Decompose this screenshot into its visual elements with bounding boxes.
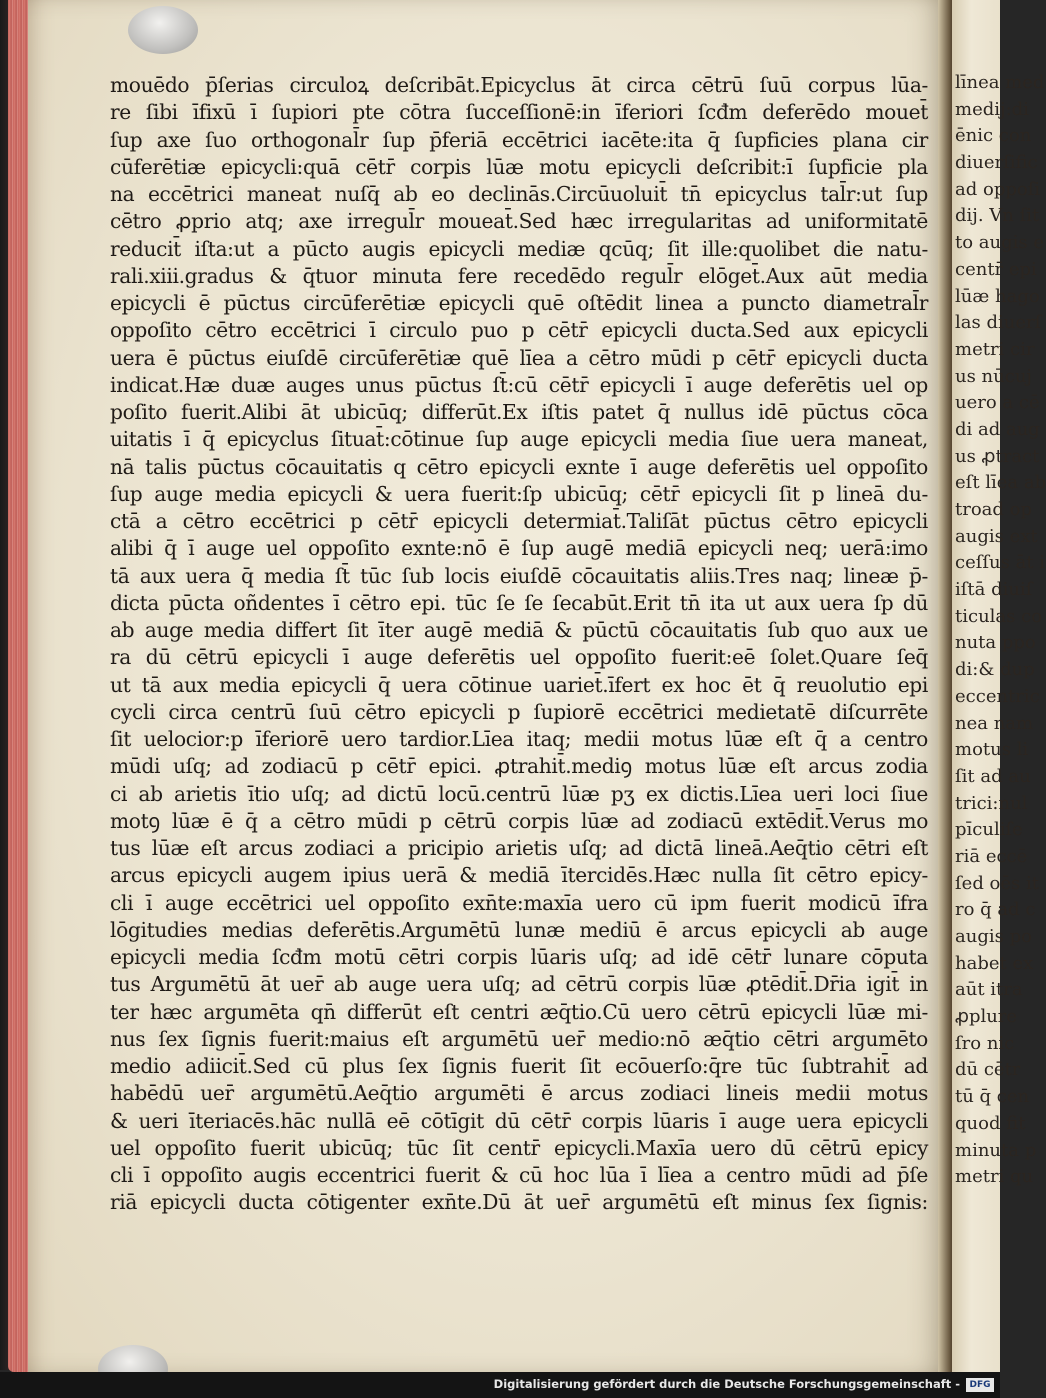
facing-text-line: dij. Vn ſit <box>955 205 1040 227</box>
facing-text-line: tū q̄ cen <box>955 1086 1030 1108</box>
facing-page <box>952 0 1046 1372</box>
facing-text-line: medij:di <box>955 98 1029 120</box>
text-line: cli ī oppoſito augis eccentrici fuerit & cū hoc lūa ī līea a centro mūdi ad p̄ſe <box>110 1163 928 1187</box>
text-line: mouēdo p̄ſerias circuloꝝ deſcribāt.Epicyclus āt circa cētrū ſuū corpus lūa‑ <box>110 73 928 97</box>
text-line: cētro ꝓprio atq; axe irregul̄r moueat̄.Sed hæc irregularitas ad uniformitatē <box>110 209 928 234</box>
facing-text-line: motus li <box>955 739 1029 761</box>
facing-text-line: pīculiſe <box>955 819 1023 841</box>
text-line: ter hæc argumēta qn̄ differūt eſt centri æq̄tio.Cū uero cētrū epicycli lūæ mi‑ <box>110 999 928 1024</box>
text-line: nus ſex ſignis fuerit:maius eſt argumētū uer̄ medio:nō æq̄tio cētri argumēto <box>110 1026 928 1051</box>
text-line: nā talis pūctus cōcauitatis q cētro epicycli exnte ī auge deferētis uel oppoſito <box>110 454 928 479</box>
text-line: epicycli ē pūctus circūferētiæ epicycli quē oſtēdit linea a puncto diametral̄r <box>110 291 928 315</box>
text-line: habēdū uer̄ argumētū.Aeq̄tio argumēti ē arcus zodiaci lineis medii motus <box>110 1081 928 1106</box>
footer-bar <box>0 1372 1000 1398</box>
text-line: epicycli media ſcđm motū cētri corpis lūaris uſq; ad idē cētr̄ lunare cōputa <box>110 945 928 969</box>
text-line: dicta pūcta oñdentes ī cētro epi. tūc ſe ſe ſecabūt.Erit tn̄ ita ut aux uera ſp dū <box>110 590 928 615</box>
facing-text-line: diuerſific <box>955 152 1038 174</box>
facing-text-line: troad op <box>955 499 1033 520</box>
facing-text-line: minuta p <box>955 1139 1037 1161</box>
text-line: cūferētiæ epicycli:quā cētr̄ corpis lūæ motu epicycli deſcribit:ī ſupficie pla <box>110 154 928 179</box>
text-line: arcus epicycli augem ipius uerā & mediā ītercidēs.Hæc nulla ſit cētro epicy‑ <box>110 863 928 888</box>
facing-text-line: las diuerſ <box>955 312 1042 334</box>
text-line: ſup auge media epicycli & uera fuerit:ſp ubicūq; cētr̄ epicycli ſit p lineā du‑ <box>110 481 928 506</box>
text-line: ſup axe ſuo orthogonal̄r ſup p̄feriā eccētrici iacēte:ita q̄ ſupficies plana cir <box>110 127 928 152</box>
text-line: mūdi uſq; ad zodiacū p cētr̄ epici. ꝓtrahit̄.mediꝯ motus lūæ eſt arcus zodia <box>110 754 928 779</box>
facing-text-line: ſed oēs it <box>955 872 1039 894</box>
text-line: ctā a cētro eccētrici p cētr̄ epicycli determiat̄.Taliſāt pūctus cētro epicycli <box>110 509 928 533</box>
facing-text-line: ceſſus āt i <box>955 552 1046 574</box>
text-line: rali.xiii.gradus & q̄tuor minuta fere recedēdo regul̄r elōget̄.Aux aūt media <box>110 263 928 288</box>
top-clip-icon <box>128 6 198 54</box>
facing-text-line: di ad aug <box>955 418 1040 440</box>
facing-text-line: līnea med <box>955 72 1045 93</box>
text-line: reducit̄ iſta:ut a pūcto augis epicycli mediæ qcūq; ſit ille:quolibet die natu‑ <box>110 236 928 261</box>
text-line: uera ē pūctus eiuſdē circūferētiæ quē līea a cētro mūdi p cētr̄ epicycli ducta <box>110 345 928 370</box>
facing-text-line: di:& dup <box>955 659 1035 681</box>
facing-text-line: aūt itra <box>955 979 1023 1001</box>
text-line: ut tā aux media epicycli q̄ uera cōtinue uariet̄.īfert ex hoc ēt q̄ reuolutio epi <box>110 672 928 697</box>
text-line: medio adiicit̄.Sed cū plus ſex ſignis fuerit ſit ecōuerſo:q̄re tūc ſubtrahit̄ ad <box>110 1054 928 1078</box>
facing-text-line: nuta ppo <box>955 632 1036 654</box>
text-line: oppoſito cētro eccētrici ī circulo puo p cētr̄ epicycli ducta.Sed aux epicycli <box>110 318 928 343</box>
facing-text-line: ꝓplure <box>955 1006 1018 1028</box>
facing-text-line: ſro nic <box>955 1032 1015 1054</box>
text-line: cli ī auge eccētrici uel oppoſito exn̄te:maxīa uero cū ipm fuerit modicū īfra <box>110 890 928 915</box>
text-line: poſito fuerit.Alibi āt ubicūq; differūt.Ex iſtis patet q̄ nullus idē pūctus cōca <box>110 400 928 424</box>
facing-text-line: us nūcuj <box>955 365 1032 387</box>
facing-text-line: metri qu <box>955 1166 1034 1188</box>
facing-text-line: uero a cē <box>955 392 1040 414</box>
facing-text-line: lūæ hago <box>955 285 1040 307</box>
facing-text-line: quod fit <box>955 1112 1026 1134</box>
text-line: riā epicycli ducta cōtigenter exn̄te.Dū āt uer̄ argumētū eſt minus ſex ſignis: <box>110 1190 928 1215</box>
facing-text-line: trici:nul <box>955 792 1028 814</box>
funding-note: Digitalisierung gefördert durch die Deutsche Forschungsgemeinschaft - <box>493 1377 960 1391</box>
dfg-logo: DFG <box>966 1378 994 1392</box>
facing-text-line: augis po <box>955 926 1032 947</box>
facing-text-line: ticulas co <box>955 605 1043 627</box>
facing-page-text <box>955 70 1046 1191</box>
text-line: indicat.Hæ duæ auges unus pūctus ſt̄:cū cētr̄ epicycli ī auge deferētis uel op <box>110 372 928 397</box>
facing-text-line: riā eccē <box>955 845 1028 867</box>
text-line: ra dū cētrū epicycli ī auge deferētis uel oppoſito fuerit:eē ſolet.Quare ſeq̄ <box>110 645 928 670</box>
facing-text-line: ſit ad au <box>955 765 1031 787</box>
text-line: na eccētrici maneat nuſq̄ ab eo declinās.Circūuoluit̄ tn̄ epicyclus tal̄r:ut ſup <box>110 182 928 206</box>
facing-text-line: eſt līea ab <box>955 472 1046 494</box>
text-line: cycli circa centrū ſuū cētro epicycli p ſupiorē eccētrici medietatē diſcurrēte <box>110 699 928 724</box>
text-line: & ueri īteriacēs.hāc nullā eē cōtīgit dū cētr̄ corpis lūaris ī auge uera epicycli <box>110 1108 928 1133</box>
text-line: re ſibi īfixū ī ſupiori pte cōtra ſucceſſionē:in īferiori ſcđm deferēdo mouet̄ <box>110 100 928 125</box>
text-line: uitatis ī q̄ epicyclus ſituat̄:cōtinue ſup auge epicycli media ſiue uera maneat, <box>110 427 928 452</box>
text-line: tus Argumētū āt uer̄ ab auge uera uſq; ad cētrū corpis lūæ ꝓtēdit̄.Dr̄ia igit̄ in <box>110 972 928 997</box>
text-line: uel oppoſito fuerit ubicūq; tūc ſit centr̄ epicycli.Maxīa uero dū cētrū epicy <box>110 1135 928 1160</box>
text-line: tus lūæ eſt arcus zodiaci a pricipio arietis uſq; ad dictā lineā.Aeq̄tio cētri eſt <box>110 836 928 860</box>
facing-text-line: dū cētr <box>955 1059 1021 1081</box>
facing-text-line: augis ext <box>955 525 1038 547</box>
text-line: tā aux uera q̄ media ſt̄ tūc ſub locis eiuſdē cōcauitatis aliis.Tres naq; lineæ p̄‑ <box>110 563 928 588</box>
facing-text-line: iſtā diuiſ <box>955 579 1033 601</box>
text-line: ſit uelocior:p īferiorē uero tardior.Līea itaq; medii motus lūæ eſt q̄ a centro <box>110 727 928 751</box>
facing-text-line: ad oppoſi <box>955 178 1041 200</box>
page-text <box>110 72 928 1217</box>
facing-text-line: us ꝓtract <box>955 445 1040 467</box>
facing-text-line: centr̄ epi <box>955 258 1037 280</box>
facing-text-line: metri cir <box>955 338 1035 360</box>
facing-text-line: ēnic con <box>955 125 1032 147</box>
facing-text-line: eccentric <box>955 685 1040 707</box>
text-line: lōgitudies medias deferētis.Argumētū lunæ mediū ē arcus epicycli ab auge <box>110 917 928 942</box>
facing-text-line: nea nam <box>955 712 1034 734</box>
facing-text-line: ro q̄ ad c <box>955 899 1036 921</box>
facing-text-line: to augis e <box>955 232 1045 254</box>
text-line: alibi q̄ ī auge uel oppoſito exnte:nō ē ſup augē mediā epicycli neq; uerā:imo <box>110 536 928 561</box>
text-line: ab auge media differt ſit īter augē mediā & pūctū cōcauitatis ſub quo aux ue <box>110 618 928 642</box>
facing-text-line: habet ex <box>955 952 1034 974</box>
text-line: motꝯ lūæ ē q̄ a cētro mūdi p cētrū corpis lūæ ad zodiacū extēdit̄.Verus mo <box>110 808 928 833</box>
text-line: ci ab arietis ītio uſq; ad dictū locū.centrū lūæ pʒ ex dictis.Līea ueri loci ſiue <box>110 781 928 806</box>
